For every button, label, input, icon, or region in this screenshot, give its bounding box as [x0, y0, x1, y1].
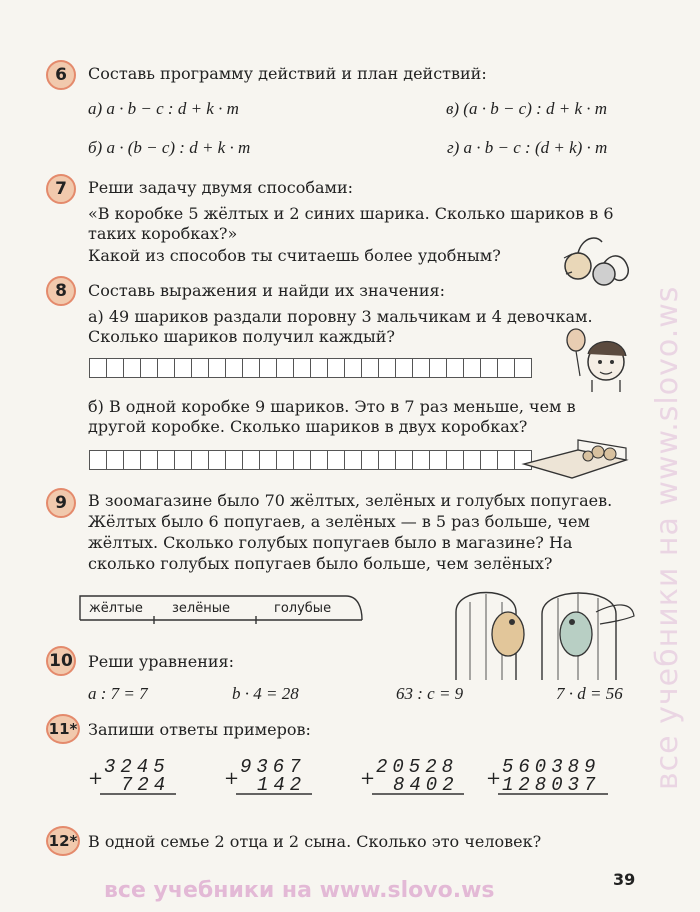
task-6-title: Составь программу действий и план действий: [88, 64, 487, 83]
sum-line-3 [372, 792, 464, 796]
task-7-line1: «В коробке 5 жёлтых и 2 синих шарика. Сколько шариков в 6 [88, 204, 614, 223]
task-7-line3: Какой из способов ты считаешь более удобным? [88, 246, 501, 265]
balls-illustration [552, 228, 636, 294]
sum-line-4 [498, 792, 608, 796]
task-9-line4: сколько голубых попугаев было больше, чем зелёных? [88, 554, 553, 573]
task-8-badge: 8 [46, 276, 76, 306]
task-8-a-line1: а) 49 шариков раздали поровну 3 мальчикам и 4 девочкам. [88, 307, 593, 326]
example-2-bottom: 142 [257, 774, 307, 796]
segment-label-blue: голубые [274, 601, 332, 616]
boy-illustration [562, 326, 638, 394]
page-number: 39 [613, 870, 636, 889]
plus-sign-2: + [224, 768, 240, 789]
watermark-vertical: все учебники на www.slovo.ws [650, 285, 685, 790]
equation-3: 63 : c = 9 [396, 684, 464, 703]
equation-1: a : 7 = 7 [88, 684, 148, 703]
task-9-line1: В зоомагазине было 70 жёлтых, зелёных и голубых попугаев. [88, 491, 613, 510]
plus-sign-4: + [486, 768, 502, 789]
equation-2: b · 4 = 28 [232, 684, 299, 703]
answer-grid-a[interactable] [90, 358, 532, 378]
example-1-top: 3245 [104, 756, 170, 778]
task-9-line3: жёлтых. Сколько голубых попугаев было в магазине? На [88, 533, 573, 552]
task-10-badge: 10 [46, 646, 76, 676]
plus-sign-3: + [360, 768, 376, 789]
example-4-top: 560389 [502, 756, 601, 778]
task-6-badge: 6 [46, 60, 76, 90]
task-8-a-line2: Сколько шариков получил каждый? [88, 327, 395, 346]
task-11-badge: 11* [46, 714, 80, 744]
task-6-g: г) a · b − c : (d + k) · m [447, 138, 608, 157]
watermark-bottom: все учебники на www.slovo.ws [104, 878, 495, 903]
example-3-bottom: 8402 [393, 774, 459, 796]
example-4-bottom: 128037 [502, 774, 601, 796]
task-10-title: Реши уравнения: [88, 652, 235, 671]
plus-sign-1: + [88, 768, 104, 789]
task-6-a: а) a · b − c : d + k · m [88, 99, 239, 118]
example-2-top: 9367 [240, 756, 306, 778]
task-11-title: Запиши ответы примеров: [88, 720, 311, 739]
task-7-line2: таких коробках?» [88, 224, 238, 243]
box-illustration [518, 434, 634, 486]
example-1-bottom: 724 [121, 774, 171, 796]
parrots-illustration [446, 572, 638, 684]
task-9-badge: 9 [46, 488, 76, 518]
segment-label-green: зелёные [172, 601, 230, 616]
sum-line-1 [100, 792, 176, 796]
equation-4: 7 · d = 56 [556, 684, 623, 703]
task-12-badge: 12* [46, 826, 80, 856]
task-7-badge: 7 [46, 174, 76, 204]
task-12-text: В одной семье 2 отца и 2 сына. Сколько это человек? [88, 832, 542, 851]
task-9-line2: Жёлтых было 6 попугаев, а зелёных — в 5 раз больше, чем [88, 512, 590, 531]
example-3-top: 20528 [376, 756, 459, 778]
task-8-b-line1: б) В одной коробке 9 шариков. Это в 7 раз меньше, чем в [88, 397, 576, 416]
answer-grid-b[interactable] [90, 450, 532, 470]
sum-line-2 [236, 792, 312, 796]
task-8-title: Составь выражения и найди их значения: [88, 281, 446, 300]
task-6-b: б) a · (b − c) : d + k · m [88, 138, 251, 157]
task-7-title: Реши задачу двумя способами: [88, 178, 354, 197]
task-6-v: в) (a · b − c) : d + k · m [446, 99, 608, 118]
segment-label-yellow: жёлтые [89, 601, 143, 616]
task-8-b-line2: другой коробке. Сколько шариков в двух коробках? [88, 417, 528, 436]
